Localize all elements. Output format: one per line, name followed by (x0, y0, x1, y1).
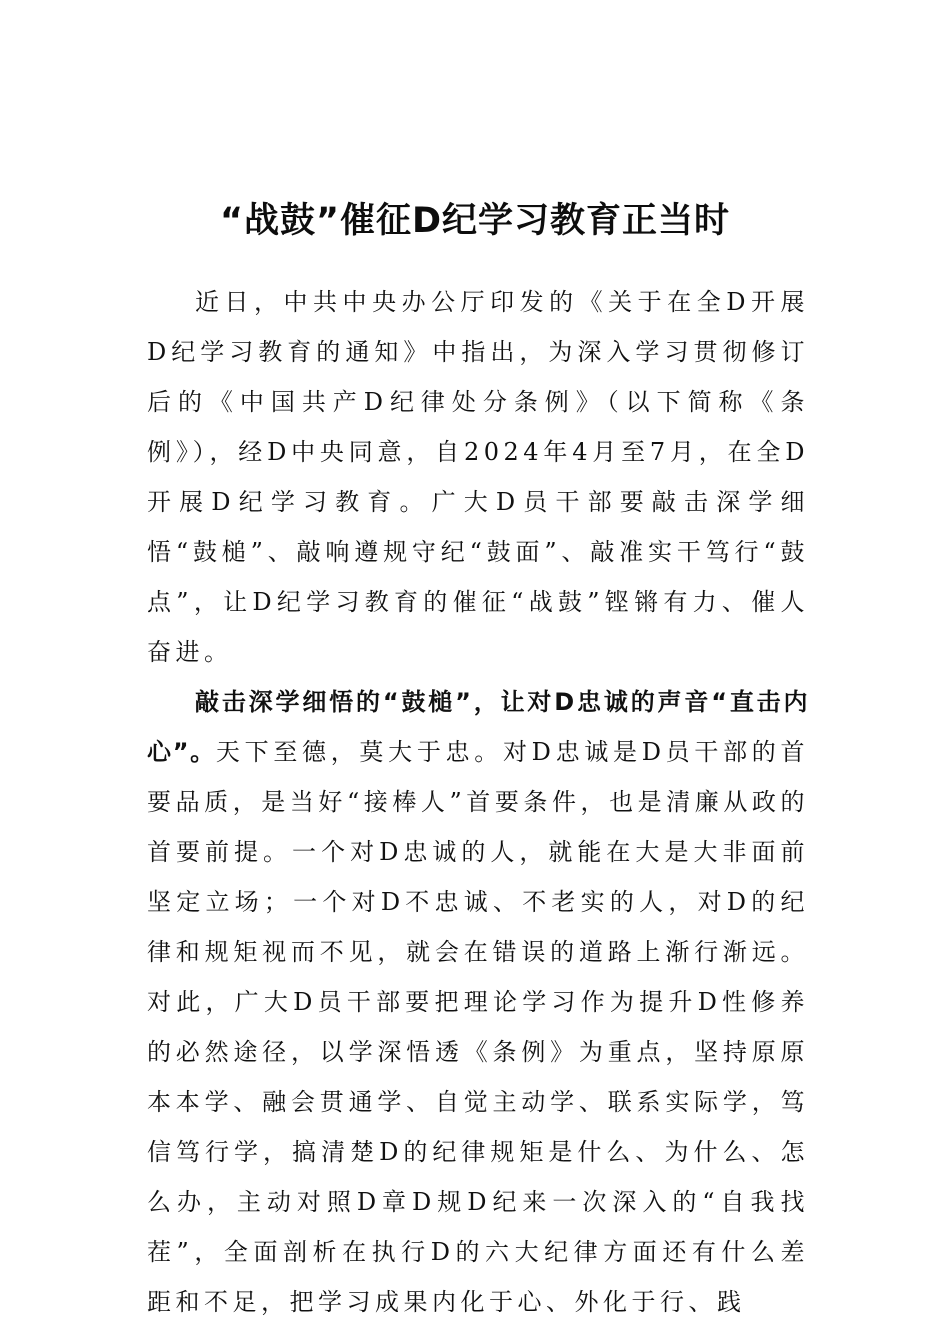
paragraph-section-1 (147, 677, 809, 1327)
section-heading: 敲击深学细悟的“鼓槌”，让对D忠诚的声音“直击内心”。 (147, 688, 809, 766)
paragraph-text: 近日，中共中央办公厅印发的《关于在全D开展D纪学习教育的通知》中指出，为深入学习贯彻修订后的《中国共产D纪律处分条例》（以下简称《条例》），经D中央同意，自2024年4月至7月，在全D开展D纪学习教育。广大D员干部要敲击深学细悟“鼓槌”、敲响遵规守纪“鼓面”、敲准实干笃行“鼓点”，让D纪学习教育的催征“战鼓”铿锵有力、催人奋进。 (147, 288, 809, 666)
article-body (147, 277, 809, 1327)
paragraph-text: 天下至德，莫大于忠。对D忠诚是D员干部的首要品质，是当好“接棒人”首要条件，也是清廉从政的首要前提。一个对D忠诚的人，就能在大是大非面前坚定立场；一个对D不忠诚、不老实的人，对D的纪律和规矩视而不见，就会在错误的道路上渐行渐远。对此，广大D员干部要把理论学习作为提升D性修养的必然途径，以学深悟透《条例》为重点，坚持原原本本学、融会贯通学、自觉主动学、联系实际学，笃信笃行学，搞清楚D的纪律规矩是什么、为什么、怎么办，主动对照D章D规D纪来一次深入的“自我找茬”，全面剖析在执行D的六大纪律方面还有什么差距和不足，把学习成果内化于心、外化于行、践 (147, 738, 810, 1316)
paragraph-intro (147, 277, 809, 677)
page-title: “战鼓”催征D纪学习教育正当时 (219, 201, 731, 242)
